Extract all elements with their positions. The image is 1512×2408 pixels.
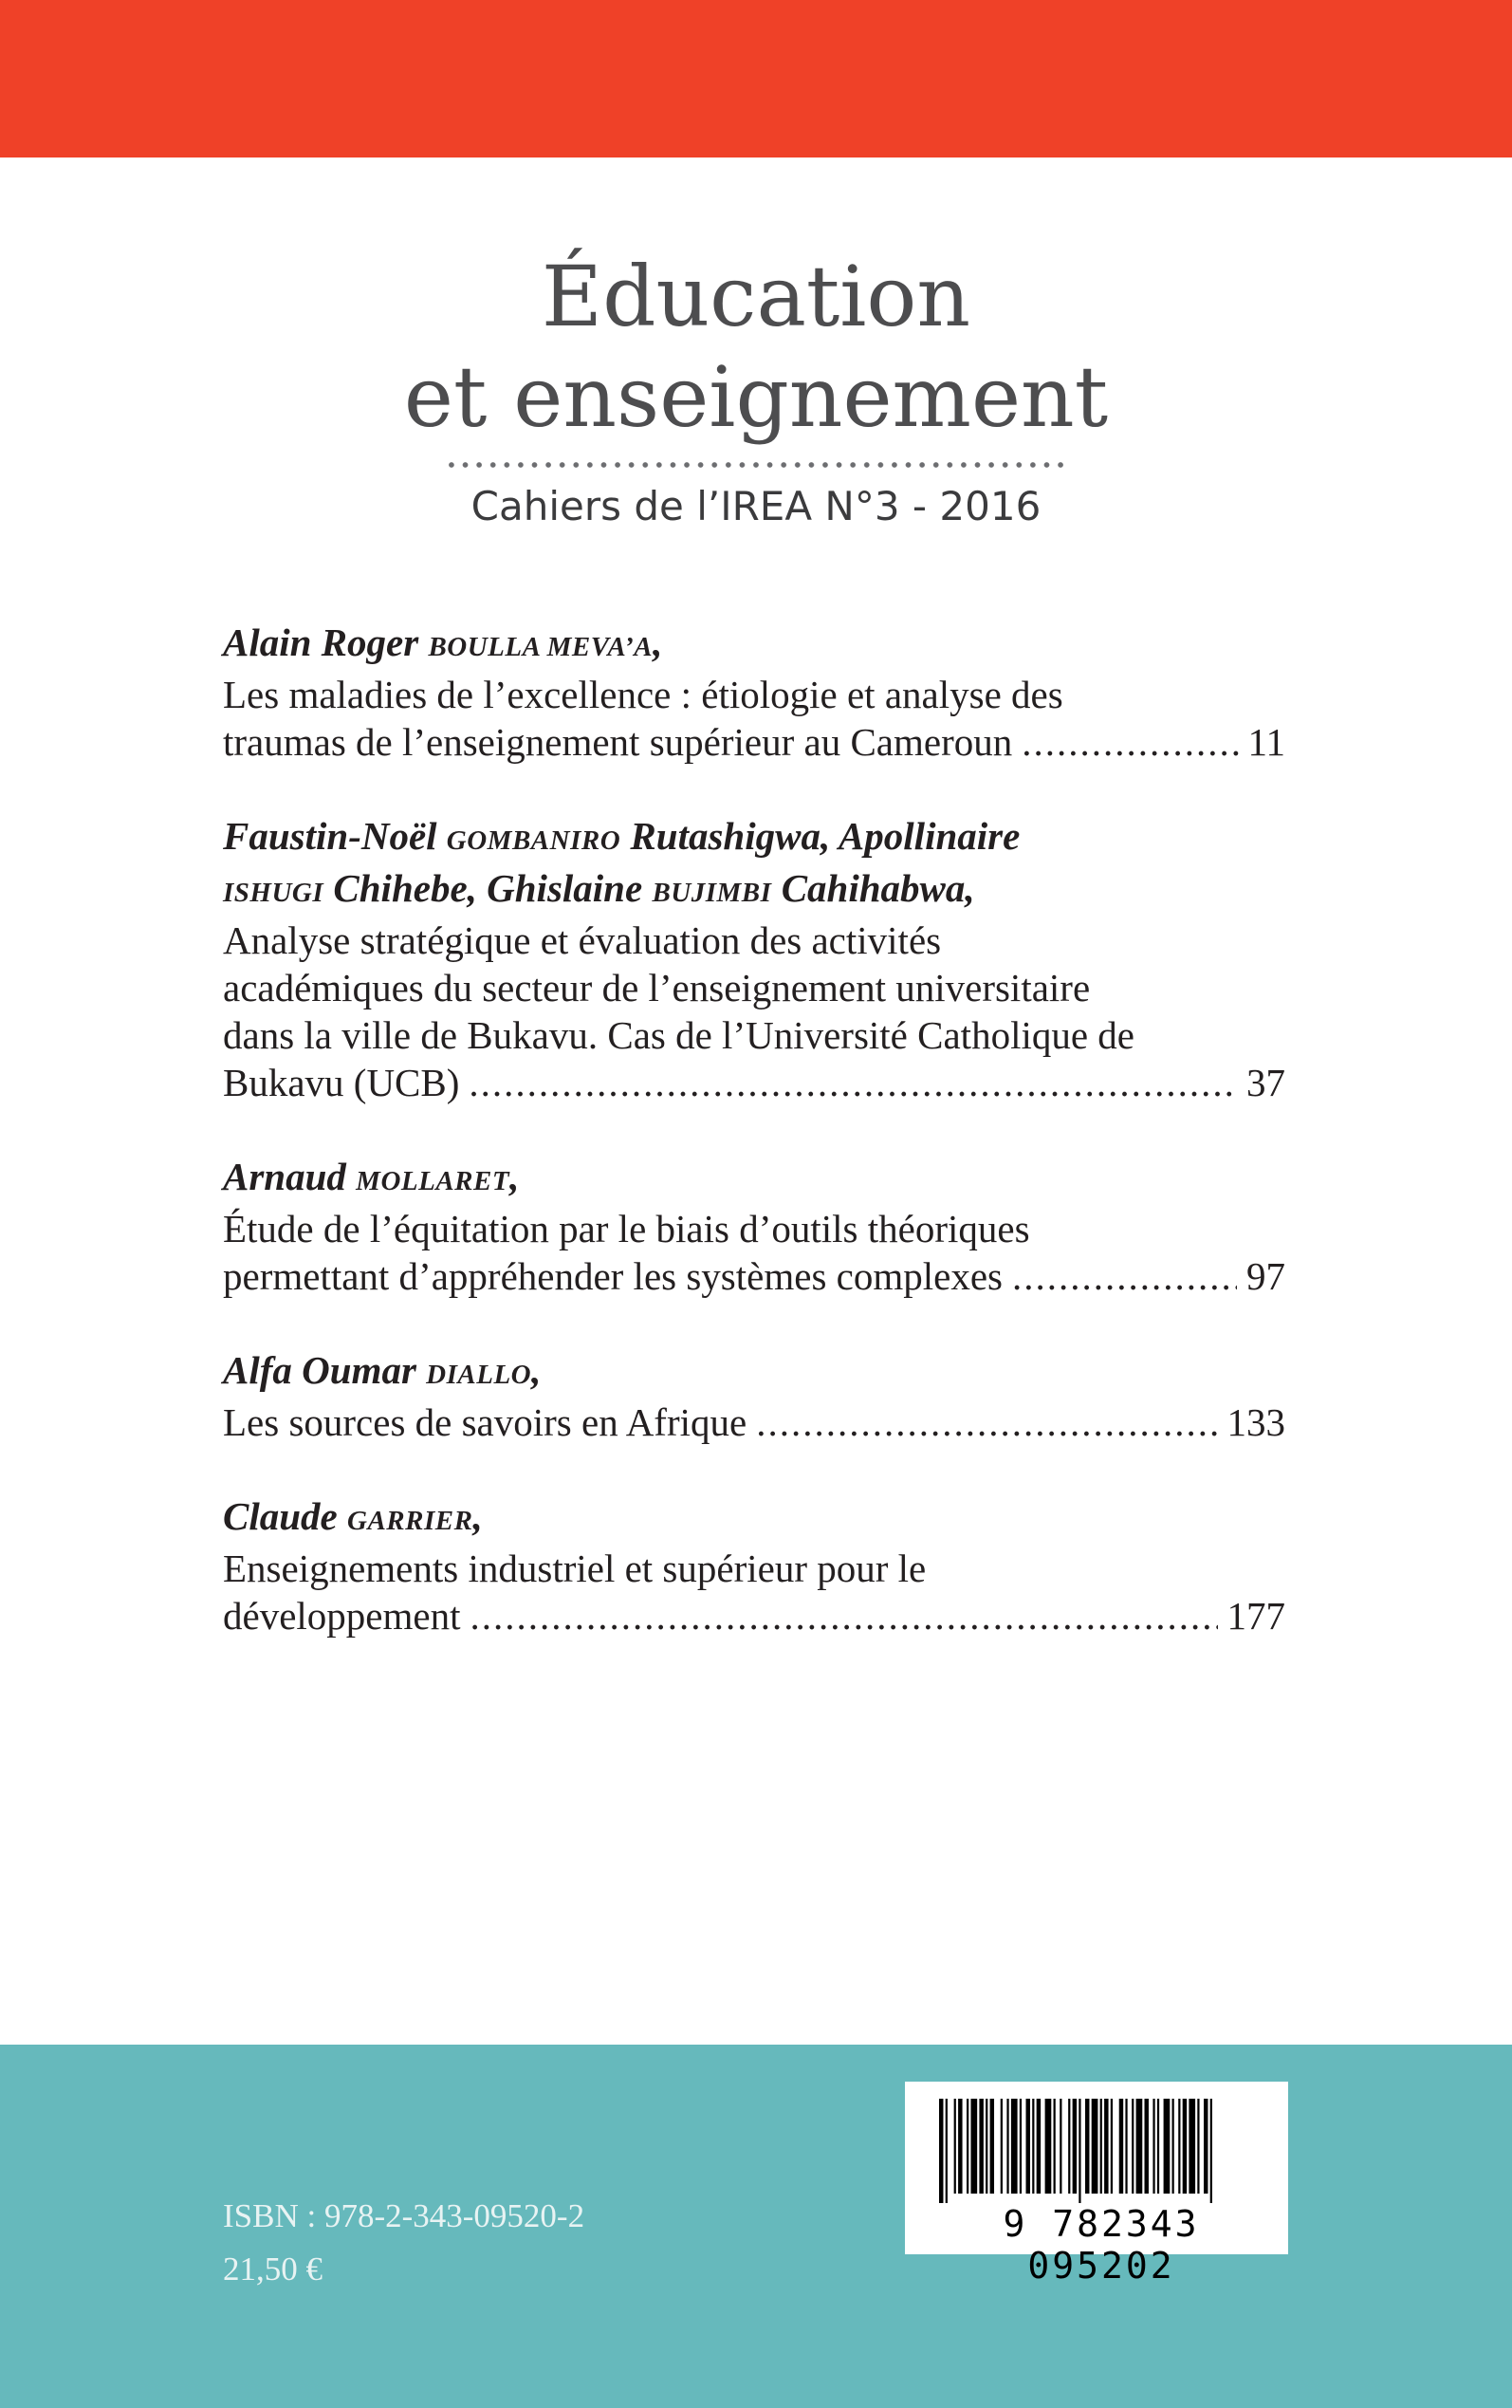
toc-title-last-line — [223, 1592, 1285, 1639]
author-name: Alain Roger — [223, 621, 429, 664]
barcode-bar — [1183, 2099, 1187, 2194]
author-surname: MOLLARET — [356, 1166, 510, 1196]
author-name: , — [531, 1348, 542, 1392]
author-name: Arnaud — [223, 1155, 357, 1198]
dot-leader — [469, 1059, 1237, 1106]
barcode — [905, 2082, 1288, 2287]
toc-title-line: traumas de l’enseignement supérieur au Cameroun — [223, 720, 1013, 764]
barcode-bar — [1020, 2099, 1022, 2194]
barcode-bar — [939, 2099, 943, 2203]
barcode-bar — [946, 2099, 948, 2203]
barcode-bar — [1037, 2099, 1041, 2194]
barcode-bar — [1100, 2099, 1102, 2194]
toc-entry — [223, 812, 1285, 1106]
toc-title-line: développement — [223, 1594, 461, 1638]
barcode-bar — [979, 2099, 983, 2194]
barcode-bar — [1132, 2099, 1134, 2194]
barcode-bar — [1111, 2099, 1113, 2194]
toc-page-number: 11 — [1247, 720, 1285, 764]
toc-page-number: 133 — [1226, 1400, 1285, 1444]
toc-title-line: Analyse stratégique et évaluation des activités — [223, 918, 942, 962]
barcode-bar — [1068, 2099, 1070, 2194]
barcode-bar — [1178, 2099, 1180, 2194]
barcode-bar — [1085, 2099, 1089, 2194]
book-title-line-1: Éducation — [541, 248, 971, 345]
barcode-bar — [967, 2099, 968, 2194]
barcode-bar — [1054, 2099, 1056, 2194]
barcode-bar — [1157, 2099, 1159, 2194]
barcode-bar — [1189, 2099, 1195, 2194]
author-name: Rutashigwa, Apollinaire — [620, 814, 1021, 858]
author-name: Cahihabwa, — [771, 866, 975, 910]
toc-entry — [223, 1153, 1285, 1300]
toc-entry — [223, 619, 1285, 766]
barcode-bar — [986, 2099, 987, 2194]
book-title-line-2: et enseignement — [403, 348, 1109, 446]
author-surname: BUJIMBI — [652, 878, 772, 908]
barcode-bar — [1006, 2099, 1008, 2194]
barcode-bar — [1152, 2099, 1154, 2194]
barcode-bar — [1045, 2099, 1052, 2194]
barcode-bar — [954, 2099, 956, 2194]
toc-title-line: Bukavu (UCB) — [223, 1061, 460, 1104]
author-name: , — [509, 1155, 520, 1198]
barcode-bar — [1125, 2099, 1127, 2194]
toc-authors-line — [223, 864, 1285, 917]
toc-entry — [223, 1492, 1285, 1639]
dot-leader — [1022, 718, 1238, 766]
toc-authors — [223, 812, 1285, 917]
top-color-band — [0, 0, 1512, 157]
barcode-bar — [1172, 2099, 1174, 2194]
price-text: 21,50 € — [223, 2251, 323, 2288]
author-name: Chihebe, Ghislaine — [323, 866, 653, 910]
barcode-bar — [1032, 2099, 1034, 2194]
author-surname: DIALLO — [426, 1360, 532, 1390]
barcode-bar — [1079, 2099, 1080, 2203]
barcode-bar — [1197, 2099, 1199, 2194]
toc-authors — [223, 1153, 1285, 1205]
barcode-bar — [1119, 2099, 1123, 2194]
toc-authors — [223, 1492, 1285, 1545]
dot-leader — [470, 1592, 1217, 1639]
toc-title-line: Les maladies de l’excellence : étiologie et analyse des — [223, 673, 1063, 716]
toc-page-number: 37 — [1246, 1061, 1285, 1104]
toc-title-last-line — [223, 718, 1285, 766]
barcode-bar — [1204, 2099, 1208, 2194]
author-name: Faustin-Noël — [223, 814, 447, 858]
barcode-bar — [1092, 2099, 1098, 2194]
title-block — [0, 247, 1512, 535]
barcode-bar — [1011, 2099, 1018, 2194]
toc-entry — [223, 1346, 1285, 1446]
toc-title-line: dans la ville de Bukavu. Cas de l’Université Catholique de — [223, 1013, 1134, 1057]
author-name: , — [472, 1494, 483, 1538]
isbn-price-block — [223, 2190, 584, 2296]
series-subtitle: Cahiers de l’IREA N°3 - 2016 — [470, 483, 1042, 529]
barcode-bar — [1026, 2099, 1030, 2194]
toc-page-number: 97 — [1246, 1254, 1285, 1298]
barcode-bar — [1060, 2099, 1061, 2194]
isbn-text: ISBN : 978-2-343-09520-2 — [223, 2197, 585, 2234]
toc-title-line: Les sources de savoirs en Afrique — [223, 1400, 747, 1444]
barcode-bar — [1210, 2099, 1212, 2203]
toc-authors — [223, 619, 1285, 671]
toc-page-number: 177 — [1226, 1594, 1285, 1638]
barcode-bar — [958, 2099, 962, 2194]
author-surname: ISHUGI — [223, 878, 324, 908]
barcode-bar — [990, 2099, 994, 2194]
author-name: Claude — [223, 1494, 347, 1538]
author-name: Alfa Oumar — [223, 1348, 427, 1392]
author-name: , — [653, 621, 663, 664]
barcode-bar — [1104, 2099, 1108, 2194]
toc-title-line: académiques du secteur de l’enseignement universitaire — [223, 966, 1091, 1010]
toc-title-last-line — [223, 1252, 1285, 1300]
author-surname: GARRIER — [347, 1506, 473, 1536]
toc-title-last-line — [223, 1059, 1285, 1106]
toc-title-last-line — [223, 1398, 1285, 1446]
barcode-digits: 9 782343 095202 — [1003, 2203, 1200, 2287]
author-surname: BOULLA MEVA’A — [428, 632, 654, 662]
barcode-bar — [1073, 2099, 1077, 2194]
toc-title-line: Étude de l’équitation par le biais d’outils théoriques — [223, 1207, 1030, 1250]
barcode-bar — [1001, 2099, 1003, 2194]
toc-authors-line — [223, 812, 1285, 864]
barcode-bar — [1145, 2099, 1149, 2194]
toc-authors — [223, 1346, 1285, 1398]
dot-leader — [756, 1398, 1217, 1446]
barcode-bar — [970, 2099, 977, 2194]
author-surname: GOMBANIRO — [446, 825, 621, 856]
dotted-divider — [443, 459, 1069, 471]
toc-title-line: Enseignements industriel et supérieur pour le — [223, 1547, 927, 1590]
table-of-contents — [223, 619, 1285, 1686]
barcode-bar — [1136, 2099, 1143, 2194]
dot-leader — [1012, 1252, 1237, 1300]
barcode-bar — [1164, 2099, 1171, 2194]
barcode-bars — [939, 2099, 1258, 2203]
toc-title-line: permettant d’appréhender les systèmes complexes — [223, 1254, 1003, 1298]
